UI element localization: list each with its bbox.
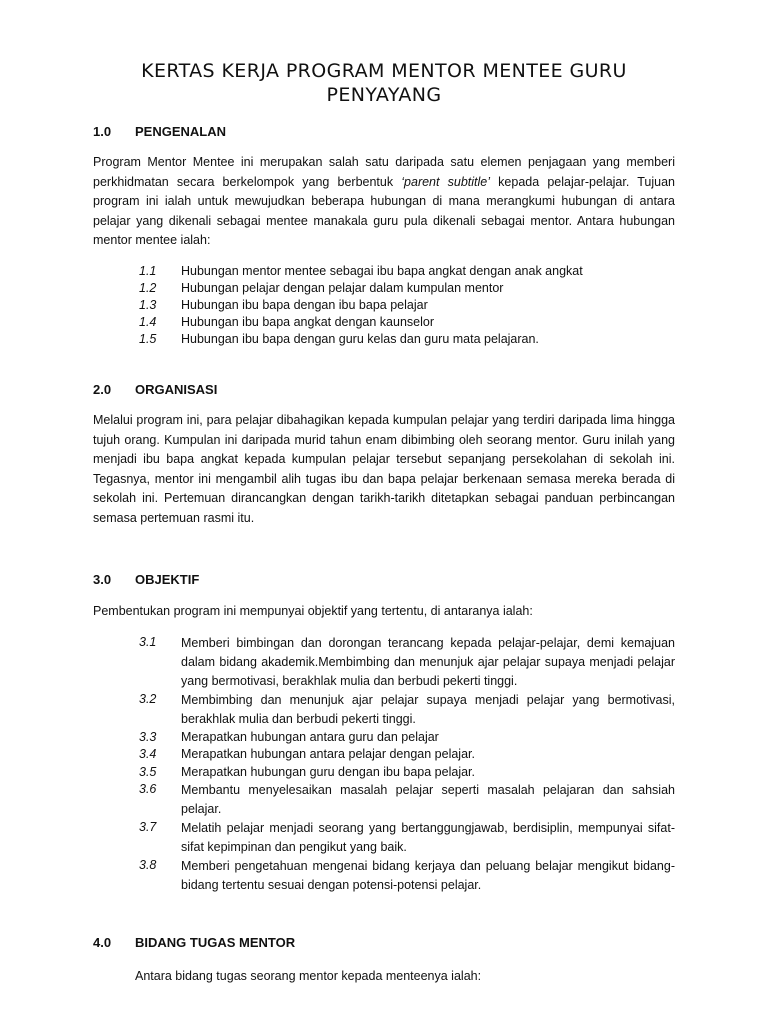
- list-item-number: 3.6: [139, 781, 157, 796]
- list-item-text: Melatih pelajar menjadi seorang yang bertanggungjawab, berdisiplin, mempunyai sifat-sifat kepimpinan dan pengikut yang baik.: [181, 820, 675, 854]
- list-item-text: Hubungan pelajar dengan pelajar dalam kumpulan mentor: [181, 281, 504, 295]
- list-item: [139, 819, 675, 857]
- list-item-text: Merapatkan hubungan antara guru dan pelajar: [181, 730, 439, 744]
- section-heading-objektif: [93, 571, 675, 589]
- paragraph-text: Program Mentor Mentee ini merupakan salah satu daripada satu elemen penjagaan yang memberi perkhidmatan secara berkelompok yang berbentuk: [93, 155, 675, 189]
- paragraph-emphasis: ‘parent subtitle’: [401, 174, 491, 189]
- relationship-list: [139, 263, 675, 348]
- list-item-number: 3.2: [139, 692, 157, 706]
- section-title: OBJEKTIF: [135, 572, 200, 587]
- list-item-text: Membimbing dan menunjuk ajar pelajar supaya menjadi pelajar yang bermotivasi, berakhlak mulia dan berbudi pekerti tinggi.: [181, 693, 675, 726]
- list-item-text: Hubungan mentor mentee sebagai ibu bapa angkat dengan anak angkat: [181, 264, 583, 278]
- list-item-text: Memberi bimbingan dan dorongan terancang kepada pelajar-pelajar, demi kemajuan dalam bidang akademik.Membimbing dan menunjuk ajar pelajar supaya menjadi pelajar yang bermotivasi, berakhlak mulia dan berbudi pekerti tinggi.: [181, 636, 675, 688]
- section-heading-bidang-tugas-mentor: [93, 934, 675, 952]
- section-paragraph-organisasi: Melalui program ini, para pelajar dibahagikan kepada kumpulan pelajar yang terdiri daripada lima hingga tujuh orang. Kumpulan ini daripada murid tahun enam dibimbing oleh seorang mentor. Guru inilah yang menjadi ibu bapa angkat kepada kumpulan pelajar tersebut sepanjang persekolahan di sekolah ini. Tegasnya, mentor ini mengambil alih tugas ibu dan bapa pelajar berkenaan semasa mereka berada di sekolah ini. Pertemuan dirancangkan dengan tarikh-tarikh ditetapkan sebagai panduan perbincangan semasa pertemuan rasmi itu.: [93, 413, 675, 525]
- document-title: KERTAS KERJA PROGRAM MENTOR MENTEE GURU PENYAYANG: [141, 60, 627, 106]
- section-number: 2.0: [93, 382, 112, 397]
- list-item: [139, 746, 675, 763]
- list-item: [139, 781, 675, 819]
- section-number: 3.0: [93, 572, 112, 587]
- list-item: [139, 280, 675, 297]
- list-item: [139, 764, 675, 781]
- list-item: [139, 857, 675, 895]
- list-item: [139, 263, 675, 280]
- list-item: [139, 297, 675, 314]
- section-paragraph-bidang-tugas-mentor: Antara bidang tugas seorang mentor kepada menteenya ialah:: [135, 969, 482, 983]
- list-item-number: 3.1: [139, 635, 157, 649]
- list-item-text: Hubungan ibu bapa angkat dengan kaunselor: [181, 315, 434, 329]
- list-item-text: Memberi pengetahuan mengenai bidang kerjaya dan peluang belajar mengikut bidang-bidang tertentu sesuai dengan potensi-potensi pelajar.: [181, 858, 675, 892]
- objective-list: [139, 634, 675, 895]
- list-item-number: 3.3: [139, 730, 157, 744]
- list-item-number: 3.8: [139, 857, 157, 872]
- list-item: [139, 331, 675, 348]
- list-item-number: 3.5: [139, 764, 157, 779]
- paragraph-text: kepada pelajar-pelajar. Tujuan program ini ialah untuk mewujudkan beberapa hubungan di mana merangkumi hubungan di antara pelajar yang dikenali sebagai mentee manakala guru pula dikenali sebagai mentor. Antara hubungan mentor mentee ialah:: [93, 174, 675, 247]
- section-paragraph-pengenalan: [93, 153, 675, 251]
- list-item: [139, 314, 675, 331]
- list-item-number: 1.3: [139, 298, 157, 312]
- section-heading-organisasi: [93, 381, 675, 399]
- list-item-text: Hubungan ibu bapa dengan ibu bapa pelajar: [181, 298, 428, 312]
- list-item-number: 3.7: [139, 819, 157, 834]
- list-item-number: 1.4: [139, 315, 157, 329]
- section-title: ORGANISASI: [135, 382, 218, 397]
- section-paragraph-objektif: Pembentukan program ini mempunyai objektif yang tertentu, di antaranya ialah:: [93, 604, 533, 618]
- list-item: [139, 729, 675, 746]
- list-item-number: 1.2: [139, 281, 157, 295]
- section-number: 4.0: [93, 935, 112, 950]
- section-number: 1.0: [93, 124, 112, 139]
- list-item-number: 1.5: [139, 332, 157, 346]
- list-item-text: Merapatkan hubungan antara pelajar dengan pelajar.: [181, 747, 475, 762]
- section-title: PENGENALAN: [135, 124, 227, 139]
- list-item-text: Membantu menyelesaikan masalah pelajar seperti masalah pelajaran dan sahsiah pelajar.: [181, 782, 675, 816]
- section-title: BIDANG TUGAS MENTOR: [135, 935, 296, 950]
- list-item-number: 1.1: [139, 264, 157, 278]
- section-heading-pengenalan: [93, 123, 675, 141]
- list-item-text: Hubungan ibu bapa dengan guru kelas dan guru mata pelajaran.: [181, 332, 539, 346]
- list-item-number: 3.4: [139, 747, 157, 762]
- list-item-text: Merapatkan hubungan guru dengan ibu bapa pelajar.: [181, 764, 475, 779]
- list-item: [139, 691, 675, 729]
- list-item: [139, 634, 675, 691]
